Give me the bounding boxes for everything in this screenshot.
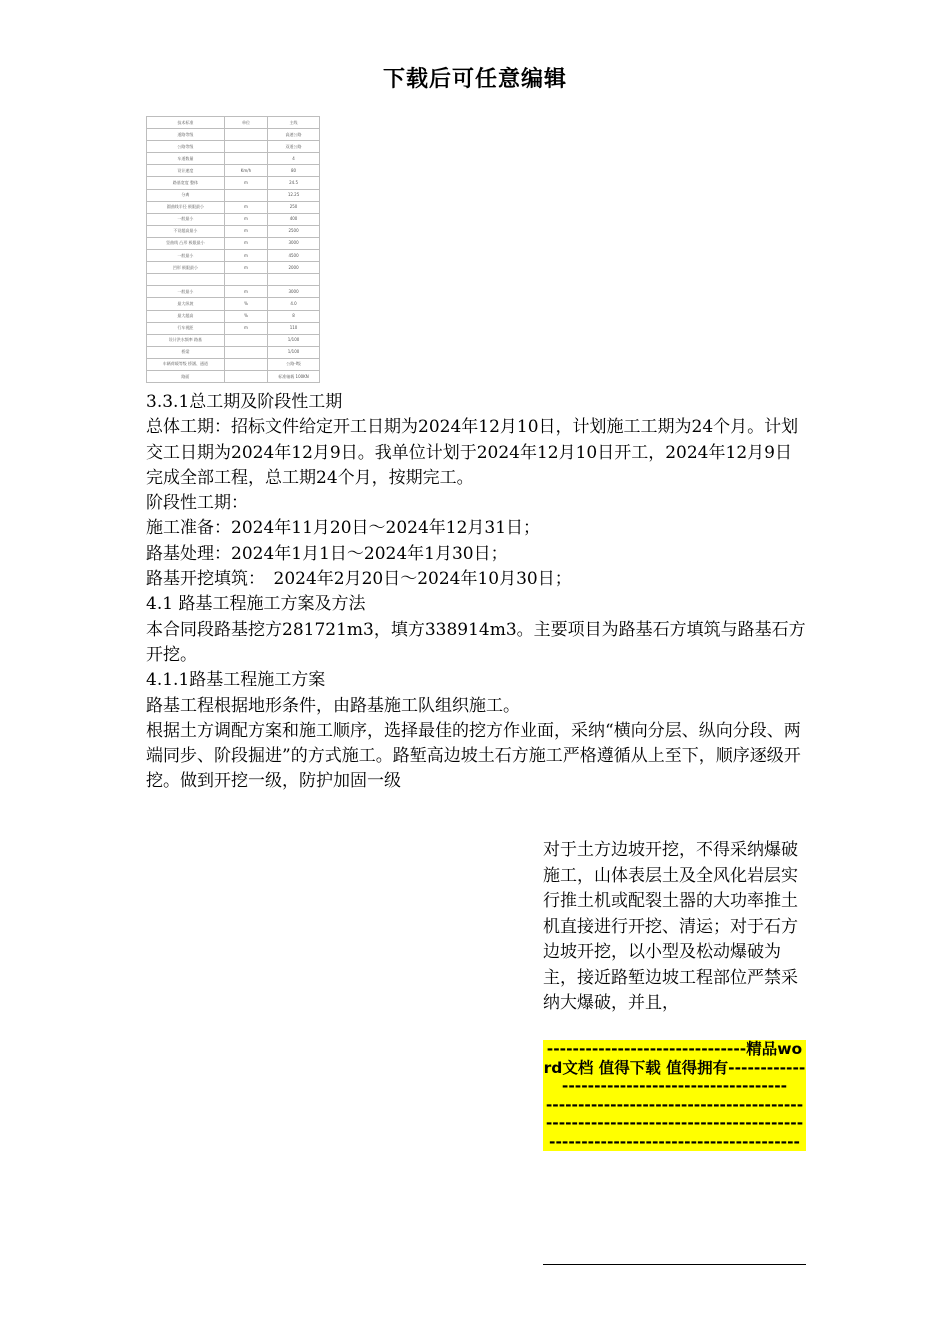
table-row bbox=[147, 129, 320, 141]
table-cell: 2000 bbox=[268, 262, 320, 274]
table-cell: m bbox=[224, 262, 267, 274]
table-row bbox=[147, 225, 320, 237]
table-cell: m bbox=[224, 177, 267, 189]
table-cell: 分离 bbox=[147, 189, 225, 201]
table-cell bbox=[224, 370, 267, 382]
table-row bbox=[147, 262, 320, 274]
table-cell: 行车视距 bbox=[147, 322, 225, 334]
table-row bbox=[147, 358, 320, 370]
table-row bbox=[147, 250, 320, 262]
table-cell: 2500 bbox=[268, 225, 320, 237]
paragraph-phase-excavation: 路基开挖填筑： 2024年2月20日～2024年10月30日； bbox=[146, 569, 572, 590]
paragraph-quantities: 本合同段路基挖方281721m3，填方338914m3。主要项目为路基石方填筑与路基石方开挖。 bbox=[146, 619, 806, 665]
table-cell bbox=[224, 153, 267, 165]
parameter-table bbox=[146, 116, 320, 383]
section-heading-4-1-1: 4.1.1路基工程施工方案 bbox=[146, 670, 326, 691]
table-cell: m bbox=[224, 237, 267, 249]
table-cell: m bbox=[224, 213, 267, 225]
table-cell: 标准轴载 100KN bbox=[268, 370, 320, 382]
table-row bbox=[147, 298, 320, 310]
divider bbox=[543, 1264, 806, 1265]
table-cell: 4 bbox=[268, 153, 320, 165]
table-cell: m bbox=[224, 322, 267, 334]
table-cell: 80 bbox=[268, 165, 320, 177]
table-cell: 1/100 bbox=[268, 334, 320, 346]
table-cell: 设计洪水频率 路基 bbox=[147, 334, 225, 346]
table-row bbox=[147, 274, 320, 286]
paragraph-method: 根据土方调配方案和施工顺序，选择最佳的挖方作业面，采纳“横向分层、纵向分段、两端同步、阶段掘进”的方式施工。路堑高边坡土石方施工严格遵循从上至下，顺序逐级开挖。做到开挖一级，防护加固一级 bbox=[146, 720, 801, 792]
table-cell: 主线 bbox=[268, 117, 320, 129]
paragraph-overall-schedule: 总体工期：招标文件给定开工日期为2024年12月10日，计划施工工期为24个月。计划交工日期为2024年12月9日。我单位计划于2024年12月10日开工，2024年12月9日完成全部工程，总工期24个月，按期完工。 bbox=[146, 417, 799, 488]
table-cell: 4.0 bbox=[268, 298, 320, 310]
table-row bbox=[147, 177, 320, 189]
section-heading-3-3-1: 3.3.1总工期及阶段性工期 bbox=[146, 392, 343, 412]
table-row bbox=[147, 346, 320, 358]
table-cell: 公路-I级 bbox=[268, 358, 320, 370]
table-cell: m bbox=[224, 286, 267, 298]
table-cell: 1/100 bbox=[268, 346, 320, 358]
table-cell: 250 bbox=[268, 201, 320, 213]
table-cell: m bbox=[224, 225, 267, 237]
table-cell: m bbox=[224, 201, 267, 213]
banner-top-text: -------------------------------精品word文档 值得下载 值得拥有----------------------------------------------- bbox=[543, 1040, 806, 1095]
banner-bottom-text: ----------------------------------------------------------------------------------------------------------------------- bbox=[545, 1095, 804, 1151]
table-cell bbox=[224, 346, 267, 358]
table-cell: 最大超高 bbox=[147, 310, 225, 322]
table-cell: 凹形 极限最小 bbox=[147, 262, 225, 274]
table-row bbox=[147, 189, 320, 201]
table-cell: 圆曲线半径 极限最小 bbox=[147, 201, 225, 213]
table-row bbox=[147, 153, 320, 165]
table-cell: 公路等级 bbox=[147, 141, 225, 153]
table-cell bbox=[224, 141, 267, 153]
right-column bbox=[543, 838, 808, 1017]
table-cell: 一般最小 bbox=[147, 286, 225, 298]
paragraph-phase-prep: 施工准备：2024年11月20日～2024年12月31日； bbox=[146, 518, 541, 539]
table-row bbox=[147, 117, 320, 129]
table-cell bbox=[224, 334, 267, 346]
table-cell: 单位 bbox=[224, 117, 267, 129]
section-heading-4-1: 4.1 路基工程施工方案及方法 bbox=[146, 594, 366, 615]
table-cell: Km/h bbox=[224, 165, 267, 177]
table-cell: 24.5 bbox=[268, 177, 320, 189]
table-cell: 12.25 bbox=[268, 189, 320, 201]
table-row bbox=[147, 237, 320, 249]
table-cell: 路基宽度 整体 bbox=[147, 177, 225, 189]
table-cell: 最大纵坡 bbox=[147, 298, 225, 310]
table-cell: 桥梁 bbox=[147, 346, 225, 358]
table-cell: 高速公路 bbox=[268, 129, 320, 141]
table-cell: 不设超高最小 bbox=[147, 225, 225, 237]
table-cell bbox=[224, 274, 267, 286]
table-row bbox=[147, 286, 320, 298]
table-row bbox=[147, 201, 320, 213]
table-row bbox=[147, 322, 320, 334]
table-cell: 一般最小 bbox=[147, 213, 225, 225]
paragraph-slope-excavation: 对于土方边坡开挖，不得采纳爆破施工，山体表层土及全风化岩层实行推土机或配裂土器的大功率推土机直接进行开挖、清运；对于石方边坡开挖，以小型及松动爆破为主，接近路堑边坡工程部位严禁采纳大爆破，并且， bbox=[543, 840, 798, 1013]
page-title: 下载后可任意编辑 bbox=[382, 67, 567, 92]
table-cell: m bbox=[224, 250, 267, 262]
table-cell: 400 bbox=[268, 213, 320, 225]
promo-banner bbox=[543, 1040, 806, 1151]
main-text bbox=[146, 390, 806, 795]
table-row bbox=[147, 141, 320, 153]
paragraph-phase-treatment: 路基处理：2024年1月1日～2024年1月30日； bbox=[146, 543, 508, 564]
table-row bbox=[147, 213, 320, 225]
table-cell: 道路等级 bbox=[147, 129, 225, 141]
table-cell: 3000 bbox=[268, 237, 320, 249]
table-cell: 3000 bbox=[268, 286, 320, 298]
paragraph-phase-label: 阶段性工期： bbox=[146, 493, 248, 514]
table-cell: 设计速度 bbox=[147, 165, 225, 177]
table-cell bbox=[224, 358, 267, 370]
table-cell: 4500 bbox=[268, 250, 320, 262]
table-row bbox=[147, 165, 320, 177]
table-cell: 110 bbox=[268, 322, 320, 334]
table-cell bbox=[224, 189, 267, 201]
table-cell bbox=[268, 274, 320, 286]
table-cell: 竖曲线 凸形 极限最小 bbox=[147, 237, 225, 249]
table-cell bbox=[224, 129, 267, 141]
paragraph-organization: 路基工程根据地形条件，由路基施工队组织施工。 bbox=[146, 695, 520, 716]
table-cell: % bbox=[224, 310, 267, 322]
table-cell: 8 bbox=[268, 310, 320, 322]
table-row bbox=[147, 310, 320, 322]
table-cell: 车道数量 bbox=[147, 153, 225, 165]
table-cell: 双道公路 bbox=[268, 141, 320, 153]
table-cell: 技术标准 bbox=[147, 117, 225, 129]
table-cell: % bbox=[224, 298, 267, 310]
table-cell: 车辆荷载等级 桥涵、通道 bbox=[147, 358, 225, 370]
table-row bbox=[147, 370, 320, 382]
table-row bbox=[147, 334, 320, 346]
table-cell: 路面 bbox=[147, 370, 225, 382]
table-cell bbox=[147, 274, 225, 286]
table-cell: 一般最小 bbox=[147, 250, 225, 262]
